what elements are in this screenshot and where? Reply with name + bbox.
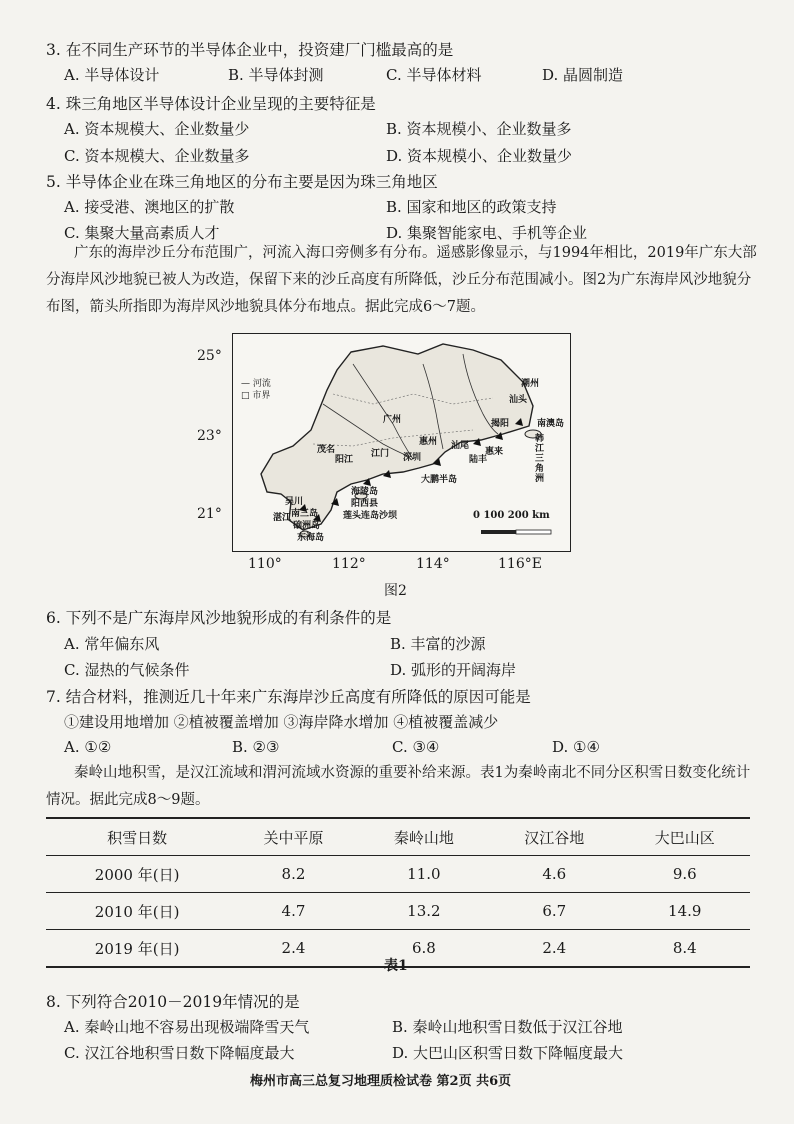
table-row [46,893,750,930]
map-lon-116: 116°E [498,556,542,572]
place-huilai: 惠来 [485,447,504,457]
map-lat-21: 21° [197,506,222,522]
map-lat-23: 23° [197,428,222,444]
question-4-stem: 4. 珠三角地区半导体设计企业呈现的主要特征是 [46,95,376,113]
table-cell: 4.7 [228,893,358,930]
question-3-option-b: B. 半导体封测 [228,66,324,84]
question-3-stem: 3. 在不同生产环节的半导体企业中，投资建厂门槛最高的是 [46,41,454,59]
place-zhanjiang: 湛江 [273,513,292,523]
question-6-stem: 6. 下列不是广东海岸风沙地貌形成的有利条件的是 [46,609,392,627]
place-dapeng-peninsula: 大鹏半岛 [421,475,458,485]
passage-coastal-dunes: 广东的海岸沙丘分布范围广，河流入海口旁侧多有分布。遥感影像显示，与1994年相比，2019年广东大部分海岸风沙地貌已被人为改造，保留下来的沙丘高度有所降低，沙丘分布范围减小。图2为广东海岸风沙地貌分布图，箭头所指即为海岸风沙地貌具体分布地点。据此完成6～7题。 [46,245,757,315]
question-6-option-a: A. 常年偏东风 [64,635,160,653]
table-header-cell: 积雪日数 [46,818,228,856]
question-4-option-c: C. 资本规模大、企业数量多 [64,147,250,165]
question-8-option-d: D. 大巴山区积雪日数下降幅度最大 [392,1044,624,1062]
place-yangjiang: 阳江 [335,455,354,465]
question-7-statements: ①建设用地增加 ②植被覆盖增加 ③海岸降水增加 ④植被覆盖减少 [64,713,499,731]
guangdong-coast-map [232,333,571,552]
table-cell: 9.6 [620,856,750,893]
snow-days-table [46,817,750,968]
question-8-option-c: C. 汉江谷地积雪日数下降幅度最大 [64,1044,295,1062]
place-shantou: 汕头 [509,395,528,405]
question-8-option-a: A. 秦岭山地不容易出现极端降雪天气 [64,1018,310,1036]
table-cell: 4.6 [489,856,619,893]
place-huizhou: 惠州 [419,437,438,447]
table-cell: 2.4 [228,930,358,968]
question-7-option-c: C. ③④ [392,738,440,756]
question-4-option-a: A. 资本规模大、企业数量少 [64,120,250,138]
question-5-option-a: A. 接受港、澳地区的扩散 [64,198,235,216]
map-lat-25: 25° [197,348,222,364]
table-cell: 6.7 [489,893,619,930]
question-4-option-b: B. 资本规模小、企业数量多 [386,120,572,138]
table-header-cell: 大巴山区 [620,818,750,856]
place-liantou-tombolo: 莲头连岛沙坝 [343,511,398,521]
legend-river: — 河流 [241,379,271,389]
place-jieyang: 揭阳 [491,419,510,429]
table-cell: 8.4 [620,930,750,968]
table-header-cell: 关中平原 [228,818,358,856]
question-3-option-c: C. 半导体材料 [386,66,482,84]
place-shanwei: 汕尾 [451,441,470,451]
place-wuchuan: 吴川 [285,497,304,507]
question-4-option-d: D. 资本规模小、企业数量少 [386,147,573,165]
question-5-stem: 5. 半导体企业在珠三角地区的分布主要是因为珠三角地区 [46,173,438,191]
question-8-stem: 8. 下列符合2010－2019年情况的是 [46,993,300,1011]
place-hailing-island: 海陵岛 [351,487,379,497]
place-hanjiang-delta: 韩江三角洲 [535,434,545,484]
map-legend [241,378,271,402]
place-shenzhen: 深圳 [403,453,422,463]
question-6-option-b: B. 丰富的沙源 [390,635,486,653]
question-7-option-a: A. ①② [64,738,112,756]
place-guangzhou: 广州 [383,415,402,425]
table-1-caption: 表1 [384,958,408,974]
question-6-option-c: C. 湿热的气候条件 [64,661,190,679]
map-lon-112: 112° [332,556,366,572]
table-cell: 2019 年(日) [46,930,228,968]
table-cell: 8.2 [228,856,358,893]
table-cell: 2.4 [489,930,619,968]
question-3-option-a: A. 半导体设计 [64,66,160,84]
table-cell: 13.2 [359,893,489,930]
place-nanao-island: 南澳岛 [537,419,565,429]
table-cell: 2010 年(日) [46,893,228,930]
question-8-option-b: B. 秦岭山地积雪日数低于汉江谷地 [392,1018,623,1036]
question-5-option-b: B. 国家和地区的政策支持 [386,198,557,216]
scale-bar-segment [516,530,551,534]
table-row [46,856,750,893]
question-7-option-b: B. ②③ [232,738,280,756]
question-3-option-d: D. 晶圆制造 [542,66,624,84]
map-lon-114: 114° [416,556,450,572]
figure-2-caption: 图2 [384,583,407,599]
question-5-option-c: C. 集聚大量高素质人才 [64,224,220,242]
place-lufeng: 陆丰 [469,455,488,465]
legend-city-boundary: □ 市界 [241,391,271,401]
table-cell: 11.0 [359,856,489,893]
question-5-option-d: D. 集聚智能家电、手机等企业 [386,224,588,242]
table-cell: 2000 年(日) [46,856,228,893]
map-scale-label: 0 100 200 km [473,510,550,521]
table-header-cell: 秦岭山地 [359,818,489,856]
place-yangxi: 阳西县 [351,499,379,509]
place-chaozhou: 潮州 [521,379,540,389]
question-7-option-d: D. ①④ [552,738,600,756]
map-lon-110: 110° [248,556,282,572]
question-6-option-d: D. 弧形的开阔海岸 [390,661,517,679]
question-7-stem: 7. 结合材料，推测近几十年来广东海岸沙丘高度有所降低的原因可能是 [46,688,531,706]
place-donghai-island: 东海岛 [297,533,325,543]
place-maoming: 茂名 [317,445,336,455]
place-jiangmen: 江门 [371,449,390,459]
passage-qinling-snow: 秦岭山地积雪，是汉江流域和渭河流域水资源的重要补给来源。表1为秦岭南北不同分区积雪日数变化统计情况。据此完成8～9题。 [46,765,751,808]
table-header-row [46,818,750,856]
page-footer: 梅州市高三总复习地理质检试卷 第2页 共6页 [250,1074,512,1089]
table-header-cell: 汉江谷地 [489,818,619,856]
place-nansan-island: 南三岛 [291,509,319,519]
table-1 [46,817,750,968]
table-cell: 14.9 [620,893,750,930]
table-cell: 6.8 [359,930,489,968]
place-naozhou-island: 硇洲岛 [293,521,321,531]
